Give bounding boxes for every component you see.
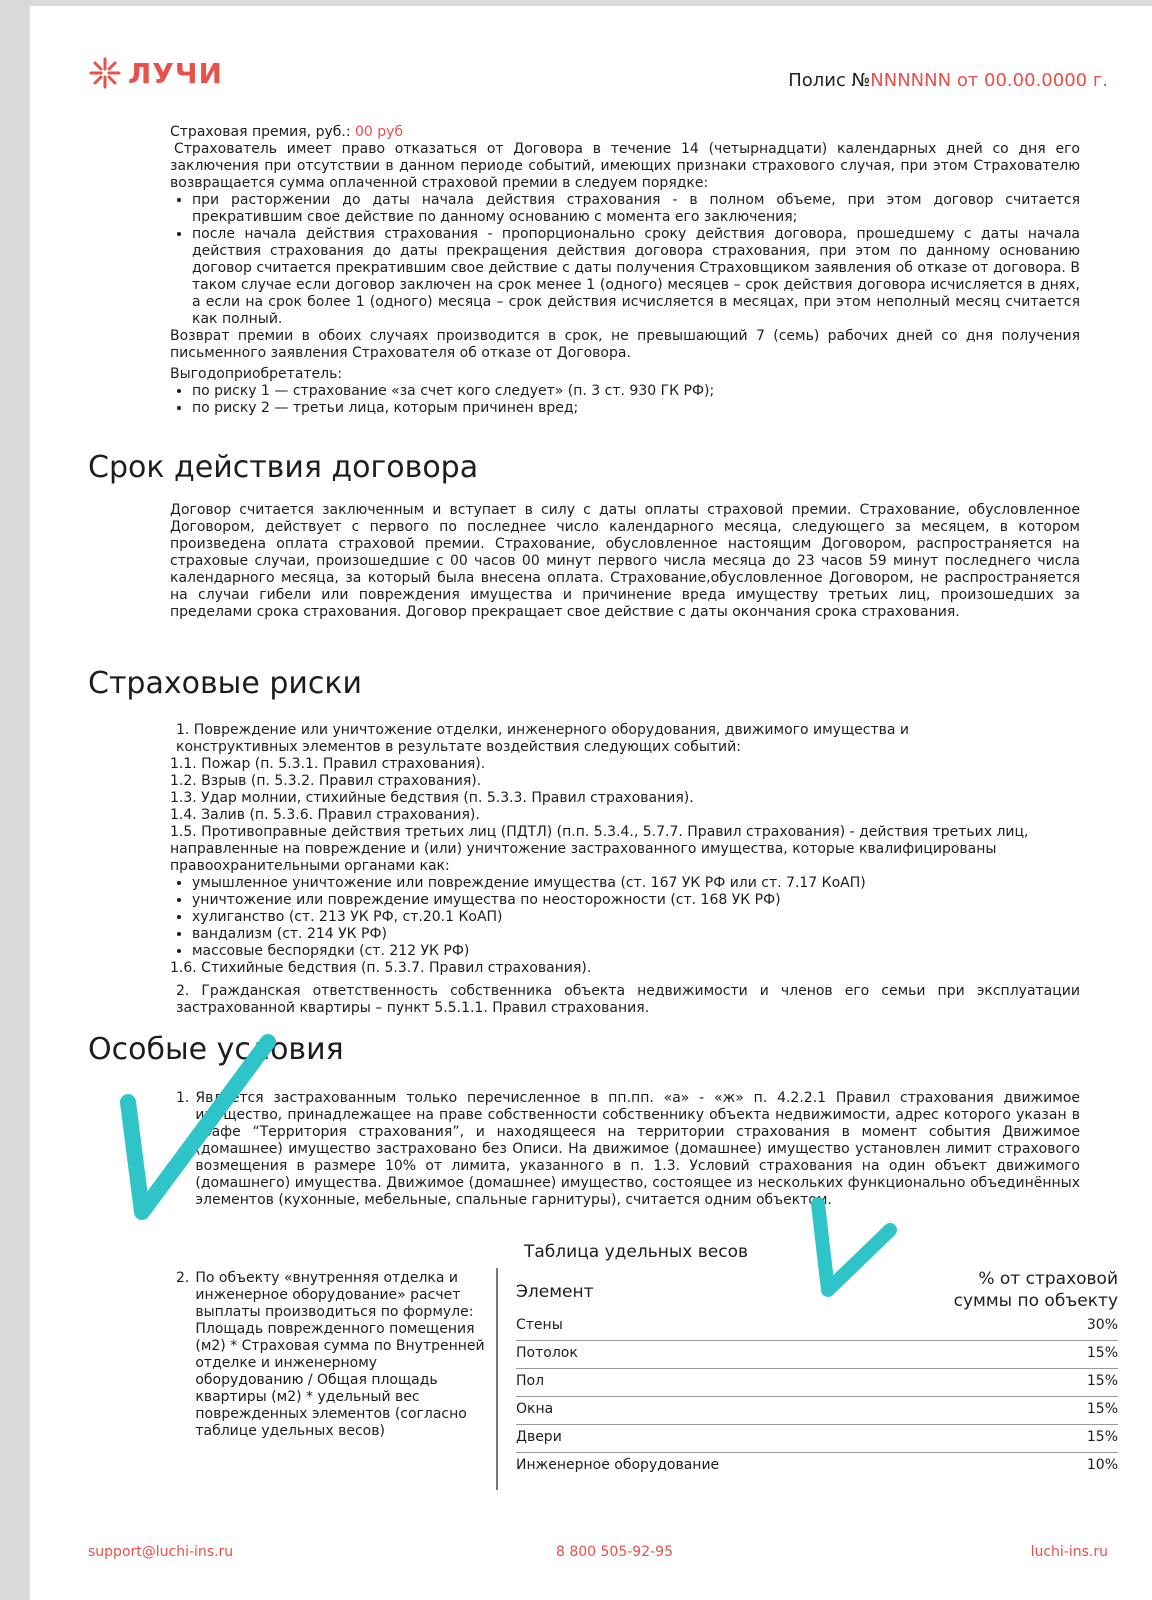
risk-sub-6: 1.6. Стихийные бедствия (п. 5.3.7. Правил страхования). <box>170 960 592 976</box>
weights-table-title: Таблица удельных весов <box>524 1242 748 1262</box>
special-item-2: 2. По объекту «внутренняя отделка и инженерное оборудование» расчет выплаты производиться по формуле: Площадь поврежденного помещения (м2) * Страховая сумма по Внутренней отделке и инженерному оборудованию / Общая площадь квартиры (м2) * удельный вес поврежденных элементов (согласно таблице удельных весов) <box>176 1270 485 1439</box>
term-text: Договор считается заключенным и вступает в силу с даты оплаты страховой премии. Страхование, обусловленное Договором, действует с первого по последнее число календарного месяца, следующего за месяцем, в котором произведена оплата страховой премии. Страхование, обусловленное настоящим Договором, распространяется на страховые случаи, произошедшие с 00 часов 00 минут первого числа месяца до 23 часов 59 минут последнего числа календарного месяца, за который была внесена оплата. Страхование,обусловленное Договором, не распространяется на случаи гибели или повреждения имущества и причинение вреда имуществу третьих лиц, произошедших за пределами срока страхования. Договор прекращает свое действие с даты окончания срока страхования. <box>170 502 1080 620</box>
list-item: • уничтожение или повреждение имущества по неосторожности (ст. 168 УК РФ) <box>192 892 1080 909</box>
risk-sub-1: 1.1. Пожар (п. 5.3.1. Правил страхования). <box>170 756 486 772</box>
table-row <box>516 1340 1118 1369</box>
table-cell-percent: 15% <box>1086 1429 1118 1445</box>
table-cell-percent: 10% <box>1086 1457 1118 1473</box>
sun-rays-icon <box>88 56 122 90</box>
table-cell-percent: 15% <box>1086 1373 1118 1389</box>
table-cell-element: Двери <box>516 1429 562 1445</box>
table-header-element: Элемент <box>516 1282 594 1302</box>
list-item: • по риску 2 — третьи лица, которым причинен вред; <box>192 400 1080 417</box>
table-row <box>516 1452 1118 1480</box>
list-item: • после начала действия страхования - пропорционально сроку действия договора, прошедшему с даты начала действия страхования до даты прекращения действия договора страхования, при этом по данному основанию договор считается прекратившим свое действие с даты получения Страховщиком заявления об отказе от договора. В таком случае если договор заключен на срок менее 1 (одного) месяцев – срок действия договора исчисляется в днях, а если на срок более 1 (одного) месяца – срок действия исчисляется в месяцах, при этом неполный месяц считается как полный. <box>192 226 1080 328</box>
premium-line: Страховая премия, руб.: 00 руб <box>170 124 404 140</box>
premium-value: 00 руб <box>355 124 404 140</box>
table-row <box>516 1368 1118 1397</box>
table-cell-element: Инженерное оборудование <box>516 1457 720 1473</box>
brand-name: ЛУЧИ <box>128 56 223 90</box>
table-cell-element: Стены <box>516 1317 563 1333</box>
table-cell-percent: 30% <box>1086 1317 1118 1333</box>
risk-sub-5: 1.5. Противоправные действия третьих лиц (ПДТЛ) (п.п. 5.3.4., 5.7.7. Правил страхования) - действия третьих лиц, направленные на повреждение и (или) уничтожение застрахованного имущества, которые квалифицированы правоохранительными органами как: <box>170 824 1029 874</box>
refund-intro: Страхователь имеет право отказаться от Договора в течение 14 (четырнадцати) календарных дней со дня его заключения при отсутствии в данном периоде событий, имеющих признаки страхового случая, при этом Страхователю возвращается сумма оплаченной страховой премии в следуем порядке: <box>170 141 1080 191</box>
pdtl-list <box>170 875 1080 960</box>
table-header-percent: % от страховой суммы по объекту <box>953 1269 1118 1311</box>
risks-heading: Страховые риски <box>88 666 362 701</box>
risk-item-1: 1. Повреждение или уничтожение отделки, инженерного оборудования, движимого имущества и конструктивных элементов в результате воздействия следующих событий: <box>176 722 909 755</box>
document-page <box>30 6 1152 1600</box>
list-item: • при расторжении до даты начала действия страхования - в полном объеме, при этом договор считается прекратившим свое действие по данному основанию с момента его заключения; <box>192 192 1080 226</box>
table-row <box>516 1312 1118 1341</box>
table-row <box>516 1396 1118 1425</box>
table-row <box>516 1424 1118 1453</box>
table-cell-element: Потолок <box>516 1345 578 1361</box>
special-item-1: 1. Является застрахованным только перечисленное в пп.пп. «а» - «ж» п. 4.2.2.1 Правил страхования движимое имущество, принадлежащее на праве собственности собственнику объекта недвижимости, адрес которого указан в графе “Территория страхования”, и находящееся на территории страхования в момент события Движимое (домашнее) имущество застраховано без Описи. На движимое (домашнее) имущество установлен лимит страхового возмещения в размере 10% от лимита, указанного в п. 1.3. Условий страхования на один объект движимого (домашнего) имущества. Движимое (домашнее) имущество, состоящее из нескольких функционально объединённых элементов (кухонные, мебельные, спальные гарнитуры), считается одним объектом. <box>176 1090 1080 1208</box>
risk-sub-2: 1.2. Взрыв (п. 5.3.2. Правил страхования). <box>170 773 482 789</box>
footer-email[interactable]: support@luchi-ins.ru <box>88 1544 234 1560</box>
list-item: • вандализм (ст. 214 УК РФ) <box>192 926 1080 943</box>
table-cell-element: Пол <box>516 1373 545 1389</box>
beneficiary-label: Выгодоприобретатель: <box>170 366 343 382</box>
beneficiary-list <box>170 383 1080 417</box>
footer-site[interactable]: luchi-ins.ru <box>1030 1544 1108 1560</box>
list-item: • умышленное уничтожение или повреждение имущества (ст. 167 УК РФ или ст. 7.17 КоАП) <box>192 875 1080 892</box>
risk-item-2: 2. Гражданская ответственность собственника объекта недвижимости и членов его семьи при эксплуатации застрахованной квартиры – пункт 5.5.1.1. Правил страхования. <box>176 983 1080 1016</box>
table-cell-percent: 15% <box>1086 1401 1118 1417</box>
list-item: • хулиганство (ст. 213 УК РФ, ст.20.1 КоАП) <box>192 909 1080 926</box>
list-item: • массовые беспорядки (ст. 212 УК РФ) <box>192 943 1080 960</box>
risk-sub-3: 1.3. Удар молнии, стихийные бедствия (п. 5.3.3. Правил страхования). <box>170 790 694 806</box>
special-heading: Особые условия <box>88 1032 344 1067</box>
table-cell-percent: 15% <box>1086 1345 1118 1361</box>
premium-section <box>170 124 1080 417</box>
weights-table <box>496 1268 1118 1490</box>
footer-phone[interactable]: 8 800 505-92-95 <box>556 1544 673 1560</box>
refund-outro: Возврат премии в обоих случаях производится в срок, не превышающий 7 (семь) рабочих дней со дня получения письменного заявления Страхователя об отказе от Договора. <box>170 328 1080 361</box>
refund-list <box>170 192 1080 328</box>
risks-section <box>170 722 1080 1017</box>
list-item: • по риску 1 — страхование «за счет кого следует» (п. 3 ст. 930 ГК РФ); <box>192 383 1080 400</box>
table-cell-element: Окна <box>516 1401 554 1417</box>
risk-sub-4: 1.4. Залив (п. 5.3.6. Правил страхования). <box>170 807 480 823</box>
policy-number: Полис №NNNNNN от 00.00.0000 г. <box>788 70 1108 91</box>
brand-logo <box>88 56 223 90</box>
term-heading: Срок действия договора <box>88 450 479 485</box>
